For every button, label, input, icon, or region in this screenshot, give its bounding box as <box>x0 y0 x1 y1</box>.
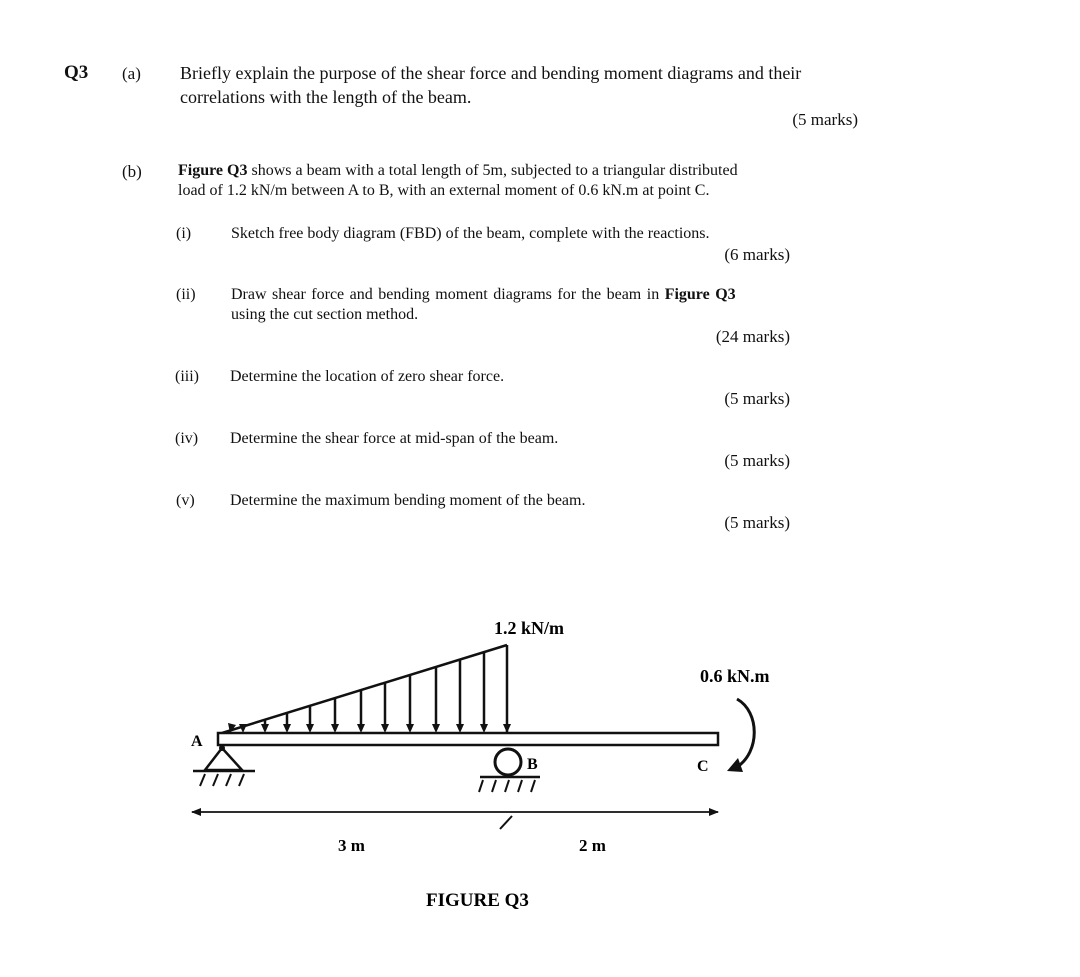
load-arrows <box>228 652 511 733</box>
load-arrow-head <box>503 724 511 733</box>
part-a-label: (a) <box>122 64 141 83</box>
load-arrow-head <box>480 724 488 733</box>
beam <box>218 733 718 745</box>
part-a-line-2: correlations with the length of the beam. <box>180 87 472 107</box>
load-arrow-head <box>357 724 365 733</box>
item-v-marks: (5 marks) <box>724 513 790 532</box>
part-a-marks: (5 marks) <box>792 110 858 129</box>
item-iv-text: Determine the shear force at mid-span of the beam. <box>230 430 559 447</box>
item-iii-text: Determine the location of zero shear force. <box>230 368 505 385</box>
item-i-text: Sketch free body diagram (FBD) of the beam, complete with the reactions. <box>231 225 710 242</box>
item-ii-figure-ref: Figure Q3 <box>664 286 736 303</box>
figure-ref: Figure Q3 <box>178 162 248 179</box>
load-arrow-head <box>381 724 389 733</box>
item-v-text: Determine the maximum bending moment of the beam. <box>230 492 586 509</box>
item-ii-label: (ii) <box>176 286 196 303</box>
moment-label: 0.6 kN.m <box>700 666 770 686</box>
item-i-label: (i) <box>176 225 192 242</box>
part-b-label: (b) <box>122 162 142 181</box>
load-arrow-head <box>456 724 464 733</box>
load-arrow-head <box>432 724 440 733</box>
item-ii-marks: (24 marks) <box>715 327 790 346</box>
load-label: 1.2 kN/m <box>494 618 565 638</box>
item-iv-label: (iv) <box>175 430 199 447</box>
item-iii-marks: (5 marks) <box>724 389 790 408</box>
span-bc-label: 2 m <box>579 836 606 855</box>
pin-support-a <box>193 745 255 786</box>
distributed-load <box>222 645 511 733</box>
item-ii-text-line-2: using the cut section method. <box>231 306 419 323</box>
item-v-label: (v) <box>176 492 195 509</box>
load-arrow-head <box>261 724 269 733</box>
part-a-line-1: Briefly explain the purpose of the shear force and bending moment diagrams and their <box>180 63 802 83</box>
moment-arc <box>737 699 754 767</box>
dimension-tick-b <box>500 816 512 829</box>
span-ab-label: 3 m <box>338 836 365 855</box>
item-i-marks: (6 marks) <box>724 245 790 264</box>
point-b-label: B <box>527 756 538 773</box>
load-arrow-head <box>331 724 339 733</box>
item-iii-label: (iii) <box>175 368 199 385</box>
load-arrow-head <box>306 724 314 733</box>
item-iv-marks: (5 marks) <box>724 451 790 470</box>
part-b-intro-line-2: load of 1.2 kN/m between A to B, with an external moment of 0.6 kN.m at point C. <box>178 182 710 199</box>
intro-rest: shows a beam with a total length of 5m, subjected to a triangular distributed <box>247 162 738 179</box>
item-ii-text-start: Draw shear force and bending moment diagrams for the beam in <box>231 286 665 303</box>
question-number: Q3 <box>64 62 89 83</box>
point-a-label: A <box>191 733 203 750</box>
load-arrow-head <box>406 724 414 733</box>
load-arrow-head <box>283 724 291 733</box>
figure-caption: FIGURE Q3 <box>426 890 529 911</box>
point-c-label: C <box>697 758 709 775</box>
